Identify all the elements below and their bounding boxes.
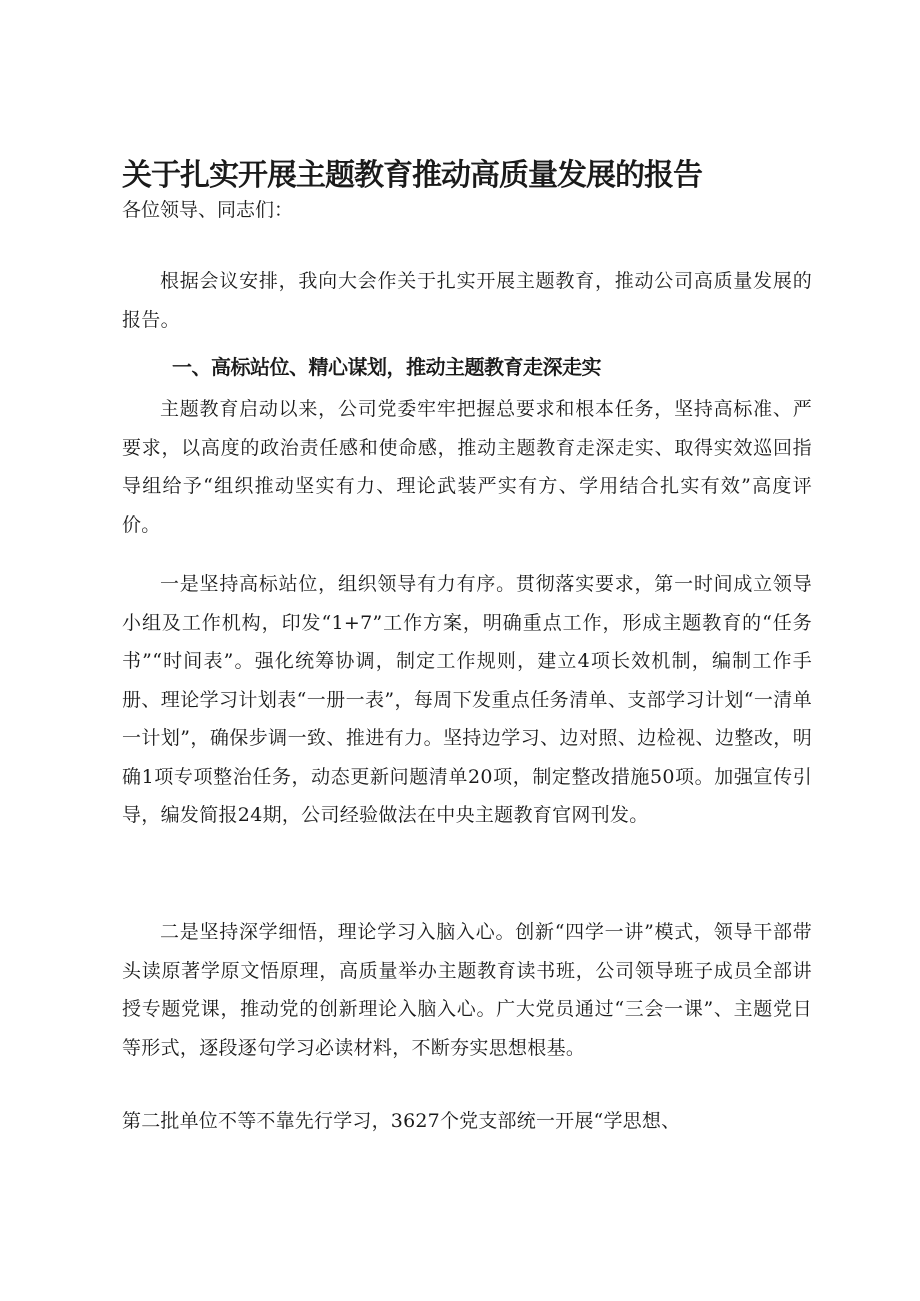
intro-paragraph: 根据会议安排，我向大会作关于扎实开展主题教育，推动公司高质量发展的报告。: [122, 270, 812, 331]
salutation: 各位领导、同志们：: [122, 199, 294, 221]
section-heading-1: 一、高标站位、精心谋划，推动主题教育走深走实: [172, 355, 601, 379]
point-2-paragraph: 二是坚持深学细悟，理论学习入脑入心。创新“四学一讲”模式，领导干部带头读原著学原文悟原理，高质量举办主题教育读书班，公司领导班子成员全部讲授专题党课，推动党的创新理论入脑入心。广大党员通过“三会一课”、主题党日等形式，逐段逐句学习必读材料，不断夯实思想根基。: [122, 921, 812, 1059]
point-2-paragraph-continued: 第二批单位不等不靠先行学习，3627个党支部统一开展“学思想、: [122, 1110, 681, 1132]
document-title: 关于扎实开展主题教育推动高质量发展的报告: [122, 158, 702, 193]
point-1-paragraph: 一是坚持高标站位，组织领导有力有序。贯彻落实要求，第一时间成立领导小组及工作机构，印发“1+7”工作方案，明确重点工作，形成主题教育的“任务书”“时间表”。强化统筹协调，制定工作规则，建立4项长效机制，编制工作手册、理论学习计划表“一册一表”，每周下发重点任务清单、支部学习计划“一清单一计划”，确保步调一致、推进有力。坚持边学习、边对照、边检视、边整改，明确1项专项整治任务，动态更新问题清单20项，制定整改措施50项。加强宣传引导，编发简报24期，公司经验做法在中央主题教育官网刊发。: [122, 573, 812, 826]
section-1-paragraph: 主题教育启动以来，公司党委牢牢把握总要求和根本任务，坚持高标准、严要求，以高度的政治责任感和使命感，推动主题教育走深走实、取得实效巡回指导组给予“组织推动坚实有力、理论武装严实有方、学用结合扎实有效”高度评价。: [122, 398, 812, 536]
